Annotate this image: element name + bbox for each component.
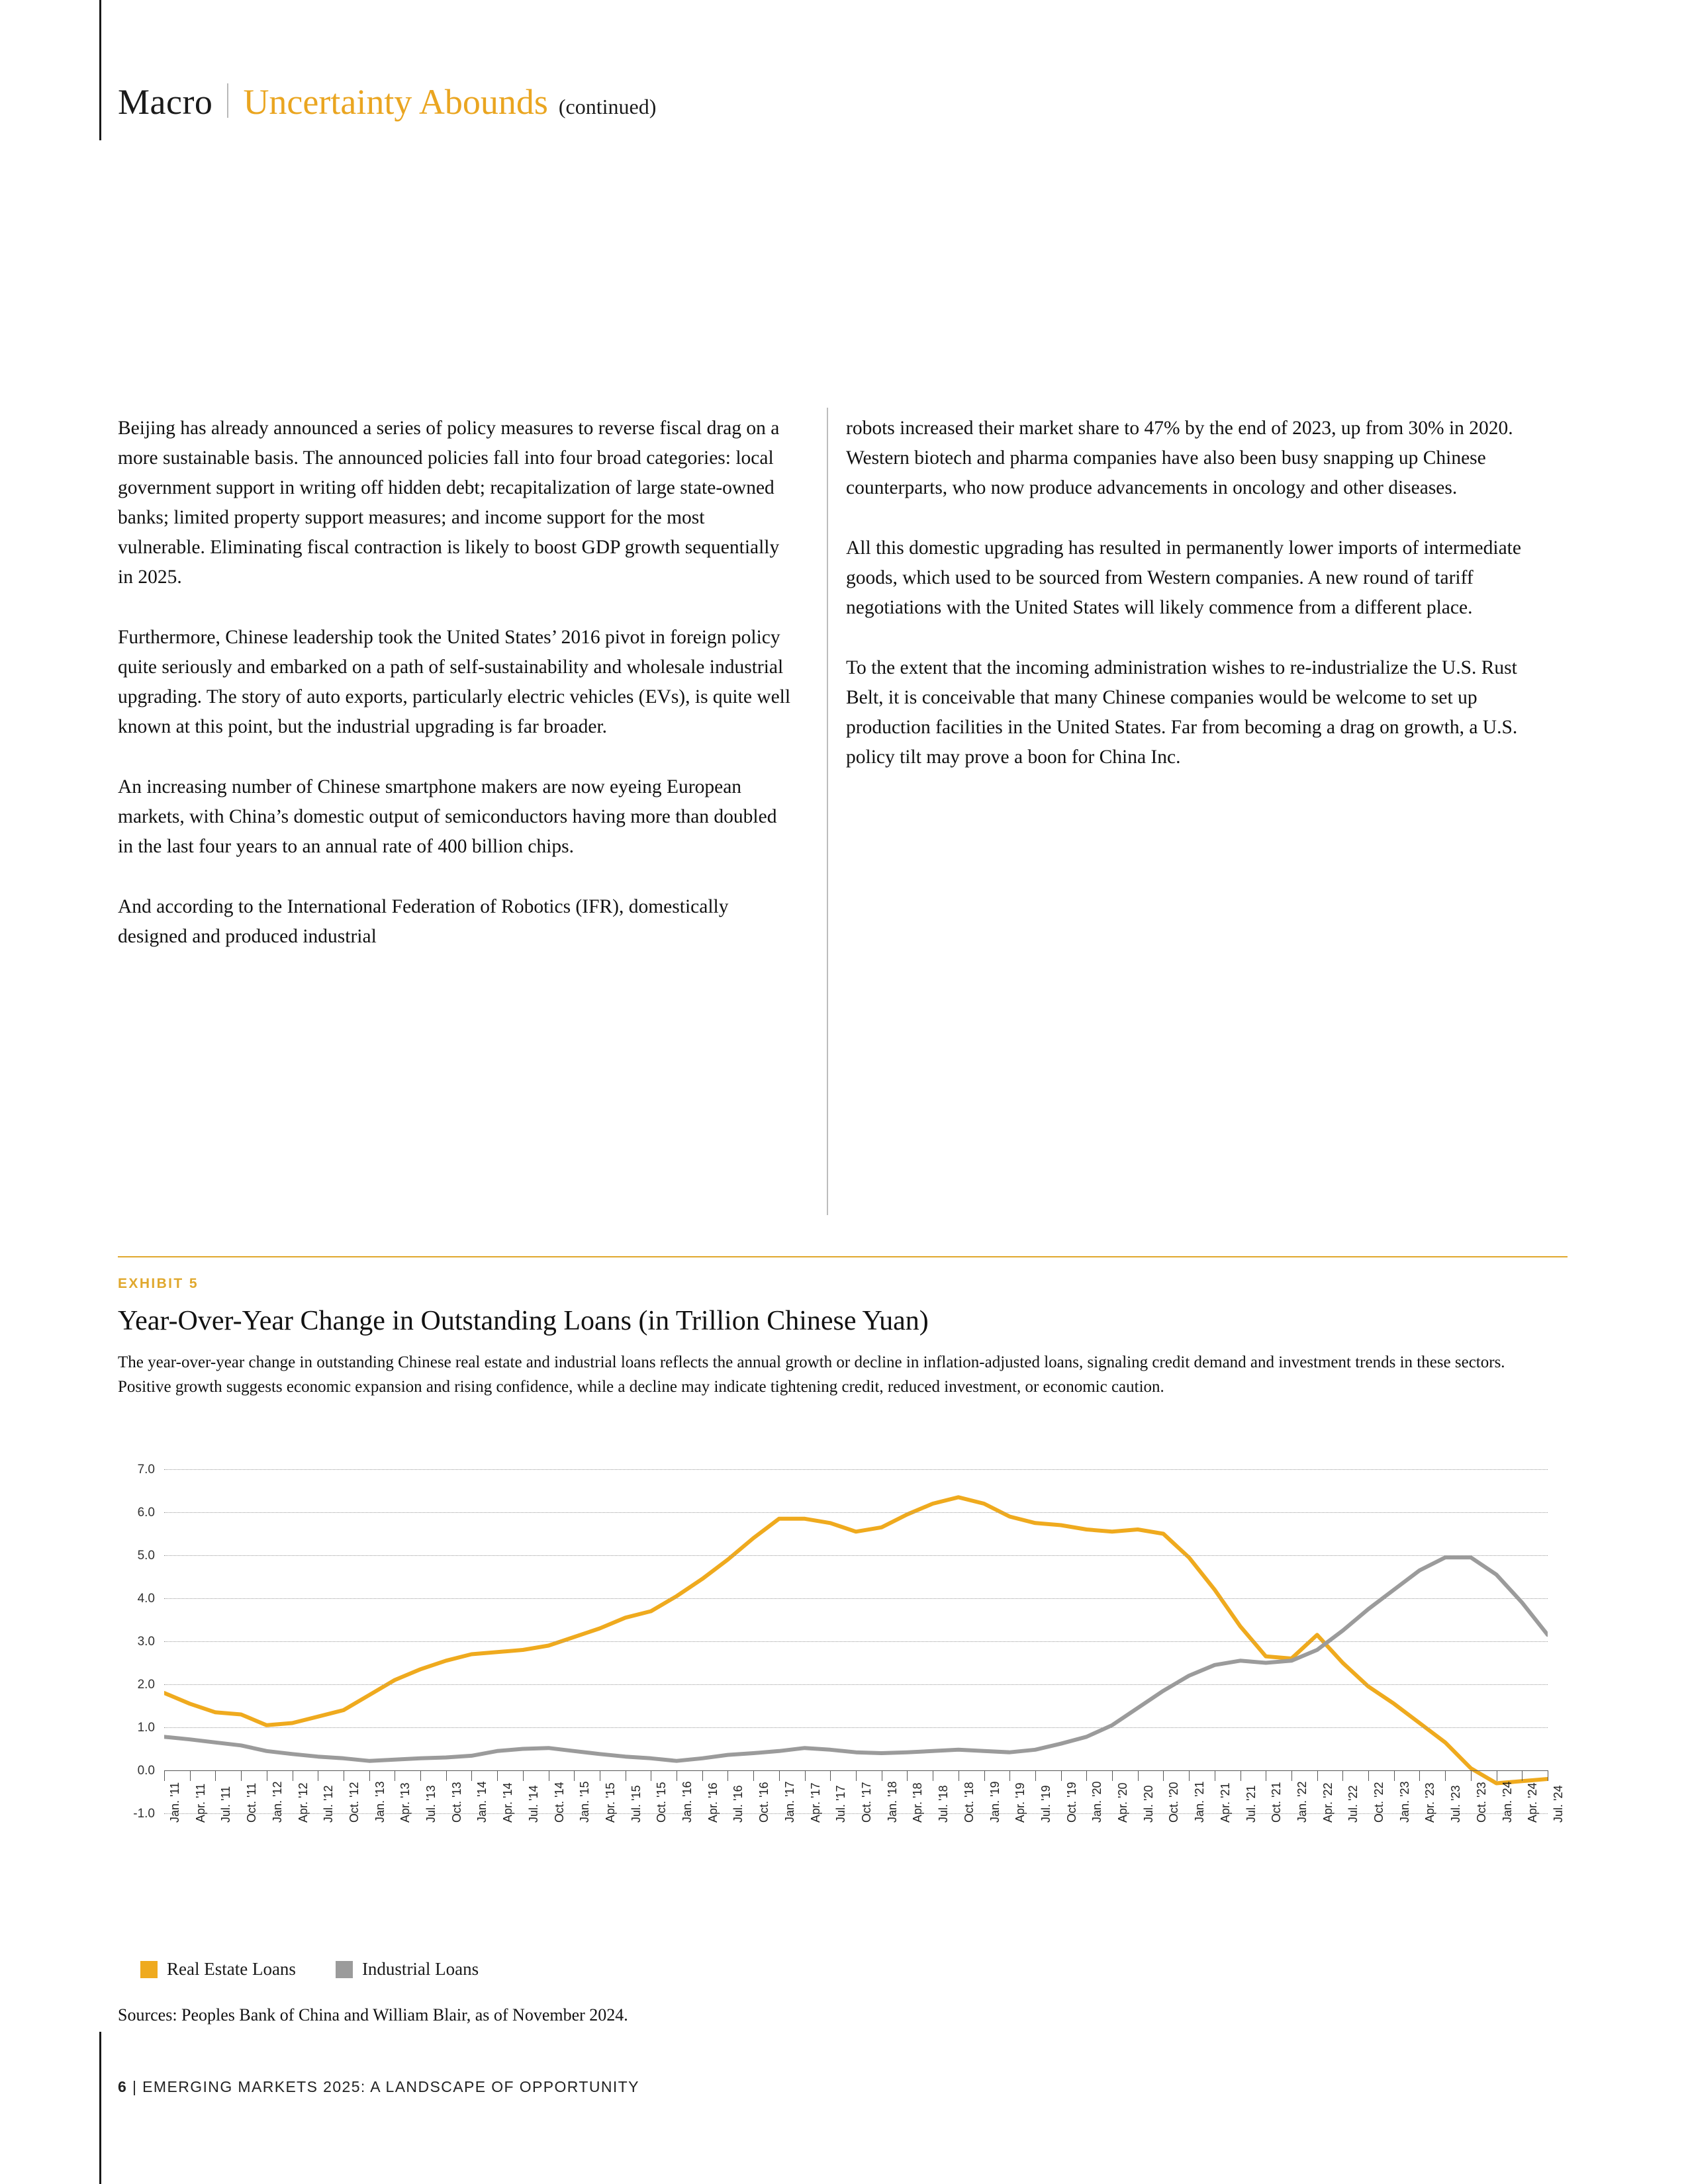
chart-x-tick — [1086, 1770, 1087, 1781]
chart-gridline — [164, 1469, 1548, 1470]
chart-x-tick-label: Jul. '22 — [1346, 1785, 1360, 1823]
chart-y-tick-label: 6.0 — [137, 1506, 155, 1520]
chart-x-tick-label: Oct. '19 — [1064, 1782, 1078, 1823]
chart-x-tick-label: Jul. '14 — [526, 1785, 540, 1823]
chart-x-tick-label: Jan. '23 — [1397, 1781, 1411, 1823]
exhibit-label: EXHIBIT 5 — [118, 1276, 199, 1291]
chart-x-tick-label: Jan. '24 — [1500, 1781, 1514, 1823]
chart-x-tick — [1342, 1770, 1343, 1781]
chart-x-tick-label: Oct. '14 — [552, 1782, 566, 1823]
chart-gridline — [164, 1512, 1548, 1513]
legend-label: Industrial Loans — [361, 1959, 479, 1979]
chart-y-tick-label: 7.0 — [137, 1463, 155, 1477]
chart-x-tick-label: Oct. '13 — [449, 1782, 463, 1823]
chart-x-tick — [1009, 1770, 1010, 1781]
chart-x-tick — [1189, 1770, 1190, 1781]
chart-x-tick-label: Jul. '12 — [322, 1785, 336, 1823]
paragraph: To the extent that the incoming administration wishes to re-industrialize the U.S. Rust Belt, it is conceivable that many Chinese companies would be welcome to set up production facilities in the United States. Far from becoming a drag on growth, a U.S. policy tilt may prove a boon for China Inc. — [846, 657, 1518, 768]
chart-x-tick-label: Oct. '22 — [1372, 1782, 1386, 1823]
chart-gridline — [164, 1813, 1548, 1814]
chart-x-tick-label: Apr. '19 — [1013, 1782, 1027, 1823]
page-footer — [118, 2078, 639, 2096]
paragraph: Furthermore, Chinese leadership took the United States’ 2016 pivot in foreign policy quite seriously and embarked on a path of self-sustainability and wholesale industrial upgrading. The story of auto exports, particularly electric vehicles (EVs), is quite well known at this point, but the industrial upgrading is far broader. — [118, 627, 791, 737]
chart-x-tick-label: Jul. '13 — [424, 1785, 438, 1823]
chart-x-tick-label: Apr. '15 — [603, 1782, 617, 1823]
chart-gridline — [164, 1641, 1548, 1642]
chart-x-tick — [523, 1770, 524, 1781]
exhibit-title: Year-Over-Year Change in Outstanding Loans (in Trillion Chinese Yuan) — [118, 1306, 929, 1336]
chart-x-tick — [241, 1770, 242, 1781]
chart-x-tick-label: Oct. '18 — [962, 1782, 976, 1823]
chart-y-tick-label: 5.0 — [137, 1549, 155, 1563]
chart-x-tick-label: Jan. '11 — [168, 1782, 181, 1823]
chart-x-tick — [1522, 1770, 1523, 1781]
chart-x-tick — [1112, 1770, 1113, 1781]
chart-x-tick-label: Oct. '12 — [347, 1782, 361, 1823]
chart-x-tick-label: Jan. '19 — [988, 1781, 1002, 1823]
chart-gridline — [164, 1727, 1548, 1728]
chart-x-tick-label: Oct. '11 — [245, 1782, 259, 1823]
chart-x-tick-label: Jul. '11 — [219, 1786, 233, 1823]
legend-item-real-estate — [140, 1959, 296, 1979]
footer-document-title: EMERGING MARKETS 2025: A LANDSCAPE OF OPPORTUNITY — [142, 2078, 639, 2095]
chart-x-tick — [1445, 1770, 1446, 1781]
chart-x-tick — [1061, 1770, 1062, 1781]
chart-x-tick-label: Apr. '21 — [1218, 1782, 1232, 1823]
chart — [118, 1456, 1568, 1880]
chart-x-tick-label: Jan. '14 — [475, 1781, 489, 1823]
chart-x-tick-label: Jul. '16 — [731, 1785, 745, 1823]
header-divider — [227, 83, 228, 118]
paragraph: Beijing has already announced a series of policy measures to reverse fiscal drag on a more sustainable basis. The announced policies fall into four broad categories: local government support in writing off hidden debt; recapitalization of large state-owned banks; limited property support measures; and income support for the most vulnerable. Eliminating fiscal contraction is likely to boost GDP growth sequentially in 2025. — [118, 418, 780, 588]
chart-gridline — [164, 1598, 1548, 1599]
chart-x-tick-label: Jul. '15 — [629, 1785, 643, 1823]
chart-x-tick-label: Apr. '23 — [1423, 1782, 1437, 1823]
legend-swatch-industrial — [336, 1961, 353, 1978]
footer-separator: | — [132, 2078, 138, 2095]
chart-x-tick — [164, 1770, 165, 1781]
chart-x-tick-label: Jan. '21 — [1193, 1781, 1207, 1823]
chart-x-tick-label: Jan. '16 — [680, 1781, 694, 1823]
chart-x-tick-label: Apr. '22 — [1321, 1782, 1335, 1823]
chart-x-tick-label: Apr. '13 — [399, 1782, 412, 1823]
chart-legend — [140, 1959, 518, 1979]
chart-x-tick-label: Jul. '19 — [1039, 1785, 1053, 1823]
top-left-rule — [99, 0, 101, 140]
chart-x-tick-label: Oct. '17 — [860, 1782, 873, 1823]
chart-x-tick — [190, 1770, 191, 1781]
chart-x-tick — [805, 1770, 806, 1781]
chart-x-tick — [830, 1770, 831, 1781]
chart-x-tick-label: Jan. '18 — [885, 1781, 899, 1823]
chart-x-tick-label: Oct. '15 — [655, 1782, 669, 1823]
chart-x-tick-label: Apr. '11 — [193, 1783, 207, 1823]
paragraph: All this domestic upgrading has resulted in permanently lower imports of intermediate goods, which used to be sourced from Western companies. A new round of tariff negotiations with the United States will likely commence from a different place. — [846, 537, 1521, 618]
chart-x-tick-label: Apr. '12 — [296, 1782, 310, 1823]
chart-y-tick-label: 4.0 — [137, 1592, 155, 1606]
chart-x-tick — [446, 1770, 447, 1781]
section-name: Macro — [118, 82, 213, 122]
chart-x-tick-label: Oct. '21 — [1270, 1782, 1284, 1823]
legend-item-industrial — [336, 1959, 479, 1979]
chart-x-tick — [753, 1770, 754, 1781]
chart-x-tick-label: Jan. '15 — [578, 1781, 592, 1823]
page-title: Uncertainty Abounds — [243, 82, 548, 122]
chart-x-tick — [471, 1770, 472, 1781]
chart-x-tick — [1368, 1770, 1369, 1781]
chart-x-tick — [1163, 1770, 1164, 1781]
chart-x-tick-label: Jul. '23 — [1449, 1785, 1463, 1823]
chart-x-tick-label: Jul. '18 — [937, 1785, 951, 1823]
column-divider — [827, 408, 828, 1215]
chart-x-tick — [574, 1770, 575, 1781]
legend-swatch-real-estate — [140, 1961, 158, 1978]
chart-x-tick-label: Apr. '24 — [1526, 1782, 1540, 1823]
left-column — [118, 414, 793, 982]
chart-series-line — [164, 1497, 1548, 1783]
chart-x-tick-label: Oct. '20 — [1167, 1782, 1181, 1823]
chart-gridline — [164, 1555, 1548, 1556]
legend-label: Real Estate Loans — [167, 1959, 296, 1979]
chart-x-tick — [907, 1770, 908, 1781]
chart-x-tick — [215, 1770, 216, 1781]
chart-x-tick — [1291, 1770, 1292, 1781]
page-header — [118, 79, 656, 122]
chart-x-tick — [1035, 1770, 1036, 1781]
chart-x-tick — [497, 1770, 498, 1781]
chart-x-tick-label: Jul. '21 — [1244, 1785, 1258, 1823]
right-column — [846, 414, 1521, 803]
chart-x-tick — [420, 1770, 421, 1781]
chart-x-tick — [1471, 1770, 1472, 1781]
chart-sources: Sources: Peoples Bank of China and William Blair, as of November 2024. — [118, 2005, 628, 2025]
chart-x-tick-label: Jan. '22 — [1295, 1781, 1309, 1823]
chart-x-axis-labels — [164, 1781, 1565, 1918]
chart-y-tick-label: -1.0 — [133, 1807, 155, 1821]
chart-x-tick-label: Jul. '24 — [1552, 1785, 1565, 1823]
chart-y-tick-label: 3.0 — [137, 1635, 155, 1649]
chart-x-tick — [1394, 1770, 1395, 1781]
chart-x-tick-label: Apr. '14 — [501, 1782, 515, 1823]
chart-x-tick — [984, 1770, 985, 1781]
chart-x-tick — [702, 1770, 703, 1781]
chart-x-tick-label: Jan. '13 — [373, 1781, 387, 1823]
chart-x-tick-label: Apr. '17 — [808, 1782, 822, 1823]
chart-x-tick — [369, 1770, 370, 1781]
paragraph: And according to the International Federation of Robotics (IFR), domestically designed and produced industrial — [118, 896, 729, 947]
footer-page-number: 6 — [118, 2078, 128, 2095]
exhibit-description: The year-over-year change in outstanding Chinese real estate and industrial loans reflects the annual growth or decline in inflation-adjusted loans, signaling credit demand and investment trends in these sectors. Positive growth suggests economic expansion and rising confidence, while a decline may indicate tightening credit, reduced investment, or economic caution. — [118, 1353, 1505, 1396]
chart-x-tick-label: Oct. '16 — [757, 1782, 771, 1823]
chart-x-tick-label: Jan. '17 — [782, 1781, 796, 1823]
chart-x-tick-label: Apr. '16 — [706, 1782, 720, 1823]
chart-x-tick — [1419, 1770, 1420, 1781]
chart-x-tick-label: Jan. '12 — [270, 1781, 284, 1823]
chart-x-tick-label: Apr. '20 — [1116, 1782, 1130, 1823]
chart-y-tick-label: 2.0 — [137, 1678, 155, 1692]
paragraph: robots increased their market share to 47% by the end of 2023, up from 30% in 2020. Western biotech and pharma companies have also been busy snapping up Chinese counterparts, who now produce advancements in oncology and other diseases. — [846, 418, 1513, 498]
chart-y-tick-label: 0.0 — [137, 1764, 155, 1778]
chart-y-tick-label: 1.0 — [137, 1721, 155, 1735]
chart-x-tick — [1138, 1770, 1139, 1781]
bottom-left-rule — [99, 2032, 101, 2184]
continued-label: (continued) — [558, 95, 657, 118]
paragraph: An increasing number of Chinese smartphone makers are now eyeing European markets, with China’s domestic output of semiconductors having more than doubled in the last four years to an annual rate of 400 billion chips. — [118, 776, 777, 857]
chart-x-tick — [727, 1770, 728, 1781]
chart-x-tick-label: Jul. '17 — [834, 1785, 848, 1823]
chart-x-tick — [779, 1770, 780, 1781]
chart-x-tick — [1317, 1770, 1318, 1781]
chart-gridline — [164, 1684, 1548, 1685]
chart-x-tick-label: Jan. '20 — [1090, 1781, 1104, 1823]
chart-x-tick — [856, 1770, 857, 1781]
chart-x-tick-label: Apr. '18 — [911, 1782, 925, 1823]
chart-x-tick-label: Oct. '23 — [1474, 1782, 1488, 1823]
chart-x-tick-label: Jul. '20 — [1141, 1785, 1155, 1823]
exhibit-top-rule — [118, 1256, 1568, 1257]
